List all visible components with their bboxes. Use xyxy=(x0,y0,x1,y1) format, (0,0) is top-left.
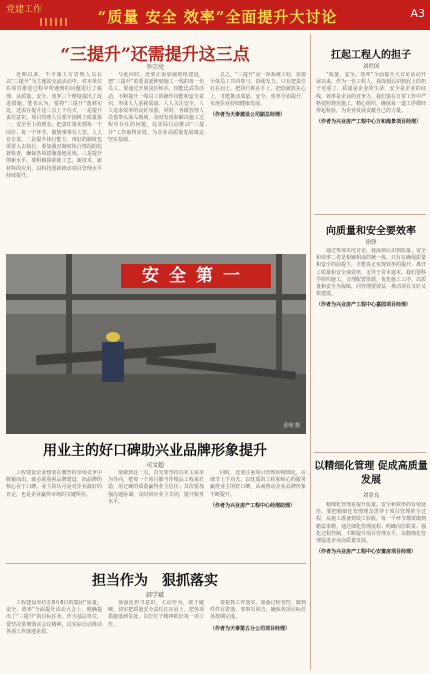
article-column-1 xyxy=(6,600,102,670)
side-article-byline: 徐铮 xyxy=(365,240,377,246)
article-paragraph: 近期以来，不少施工方管理人员在以“三提升”为主题的交流活动中，对本单位在项目推进过程中所遇到的问题进行了梳理，从质量、安全、效率三个维度提出了改进措施。笔者认为，要将“三提升”落到实处，还需在提升这三点上下功夫。一是提升责任意识。项目管理人员要牢固树立质量第一、安全至上的理念，把责任落实到每一个岗位、每一个环节，做到事事有人管、人人有专责。二是提升执行能力。再好的制度也需要人去执行，要加强对制度执行情况的监督检查，确保各项措施落地见效。三是提升创新水平。要积极探索新工艺、新技术、新材料的应用，以科技创新推动项目管理水平持续提升。 xyxy=(6,72,102,179)
article-byline: 司文超 xyxy=(145,462,164,469)
article-byline: 李宗亮 xyxy=(145,64,164,71)
article-paragraph: “质量、安全、效率”全面提升大讨论活动开展以来，作为一名工程人，我深刻认识到肩上的担子更重了。质量是企业的生命，安全是企业的底线，效率是企业的竞争力。我们要在日常工作中严格按照规范施工，精心组织，确保每一道工序都经得起检验，为企业发展贡献自己的力量。 xyxy=(316,72,426,115)
banner-decoration xyxy=(40,18,70,26)
side-article-body xyxy=(316,502,426,670)
article-source: （作者为天泰建设公司副总经理） xyxy=(210,112,286,119)
article-source: （作者为兴业房产工程中心经理助理） xyxy=(210,502,296,509)
paper-name: 党建工作 xyxy=(6,5,43,15)
photo-floor xyxy=(6,374,306,434)
banner-slogan: “质量 安全 效率”全面提升大讨论 xyxy=(97,8,338,26)
column-divider xyxy=(310,34,311,670)
article-paragraph: 通过参加本次讨论，我深刻认识到质量、安全和效率三者是相辅相成的统一体。只有在确保质量和安全的前提下，才能真正实现效率的提升。离开了质量和安全谈效率，无异于舍本逐末。我们要科学组织施工，合理配置资源，优化施工工序，以质量和安全为保障，向管理要效益，推动项目又好又快建设。 xyxy=(316,248,426,298)
article-column-1 xyxy=(6,72,102,250)
side-article-title-burden: 扛起工程人的担子 xyxy=(331,50,411,61)
article-title-duty: 担当作为 狠抓落实 xyxy=(92,573,218,589)
side-article-title-efficiency: 向质量和安全要效率 xyxy=(326,226,416,237)
article-column-1 xyxy=(6,470,102,560)
worker-helmet xyxy=(106,332,120,342)
article-paragraph: 精细化管理是提升质量、安全和效率的有效途径。要把精细化管理理念贯穿于项目管理的全过程，从施工准备到竣工验收，每一个环节都要做到精益求精。通过细化管理流程、明确岗位职责、强化过程控制，不断提升项目管理水平，以精细化管理促进企业高质量发展。 xyxy=(316,502,426,545)
construction-photo xyxy=(6,254,306,434)
photo-column xyxy=(276,254,282,374)
article-column-2 xyxy=(108,600,204,670)
article-column-2 xyxy=(108,470,204,560)
page-number: A3 xyxy=(410,7,425,20)
article-byline: 韩学斌 xyxy=(145,592,164,599)
section-divider xyxy=(6,563,306,564)
article-source: （作者为兴业房产工程中心安置房项目经理） xyxy=(316,549,417,556)
photo-beam xyxy=(6,294,306,300)
article-paragraph: 总之，“三提升”是一项系统工程，需要全体员工共同参与、持续发力。只有把责任扛在肩上、把执行抓在手上、把创新放在心上，才能推动质量、安全、效率全面提升，实现企业持续健康发展。 xyxy=(210,72,306,107)
section-divider xyxy=(314,214,426,215)
article-column-3 xyxy=(210,600,306,670)
article-paragraph: 工程建设企业想要在激烈的市场竞争中脱颖而出，就必须重视品牌建设，而品牌的核心在于口碑。业主的认可是对企业最好的肯定，也是企业赢得市场的关键所在。 xyxy=(6,470,102,498)
article-paragraph: 与此同时，还要注重加强班组建设，把“三提升”的要求延伸到施工一线的每一名员工。要通过开展岗位练兵、技能比武等活动，不断提升一线员工的操作技能和安全意识，形成人人重视质量、人人关注安全、人人追求效率的良好氛围。同时，各级管理人员要带头深入现场，及时发现和解决施工过程中存在的问题，以实际行动推动“三提升”工作取得实效，为企业高质量发展奠定坚实基础。 xyxy=(108,72,204,143)
article-column-3 xyxy=(210,72,306,250)
side-article-body xyxy=(316,248,426,448)
article-paragraph: 要狠抓工作落实，加强过程管控，做到件件有着落、事事有回音，确保各项目标任务按期完成。 xyxy=(210,600,306,621)
masthead-banner xyxy=(0,0,430,30)
article-title-brand: 用业主的好口碑助兴业品牌形象提升 xyxy=(43,443,267,459)
photo-credit: 张明 摄 xyxy=(283,423,300,429)
side-article-byline: 刘金良 xyxy=(362,493,380,499)
side-article-title-refined-management: 以精细化管理 促成高质量发展 xyxy=(314,461,428,486)
article-paragraph: 同时，还要注重项目管理的精细化，在细节上下功夫，以优质的工程和贴心的服务赢得业主的好口碑，从而推动企业品牌形象不断提升。 xyxy=(210,470,306,498)
article-paragraph: 工程建设单位在8月8日的集团“质量、安全、效率”全面提升活动大会上，明确提出了“三提升”的目标任务。作为基层单位，要坚决贯彻落实会议精神，以实际行动推动各项工作落地见效。 xyxy=(6,600,102,635)
article-column-3 xyxy=(210,470,306,560)
article-column-2 xyxy=(108,72,204,250)
safety-sign: 安全第一 xyxy=(121,264,271,288)
side-article-byline: 刘世国 xyxy=(362,64,380,70)
article-title-three-improvements: “三提升”还需提升这三点 xyxy=(60,45,250,65)
section-divider xyxy=(314,452,426,453)
article-source: （作者为天泰第五分公司项目经理） xyxy=(210,625,291,632)
worker-figure xyxy=(102,342,124,382)
article-source: （作者为兴业房产工程中心嘉园项目经理） xyxy=(316,302,412,309)
article-paragraph: 要强化担当意识，主动作为，敢于碰硬，切实把质量安全责任扛在肩上，把各项措施落到实处，以钉钉子精神抓好每一项工作。 xyxy=(108,600,204,628)
article-source: （作者为兴业房产工程中心万和海景项目经理） xyxy=(316,119,422,126)
article-paragraph: 要做到这一点，首先要坚持以业主需求为导向，把每一个项目都当作精品工程来打造，用过硬的质量赢得业主信任；其次要加强沟通协调，及时回应业主关切，提升服务水平。 xyxy=(108,470,204,505)
side-article-body xyxy=(316,72,426,212)
